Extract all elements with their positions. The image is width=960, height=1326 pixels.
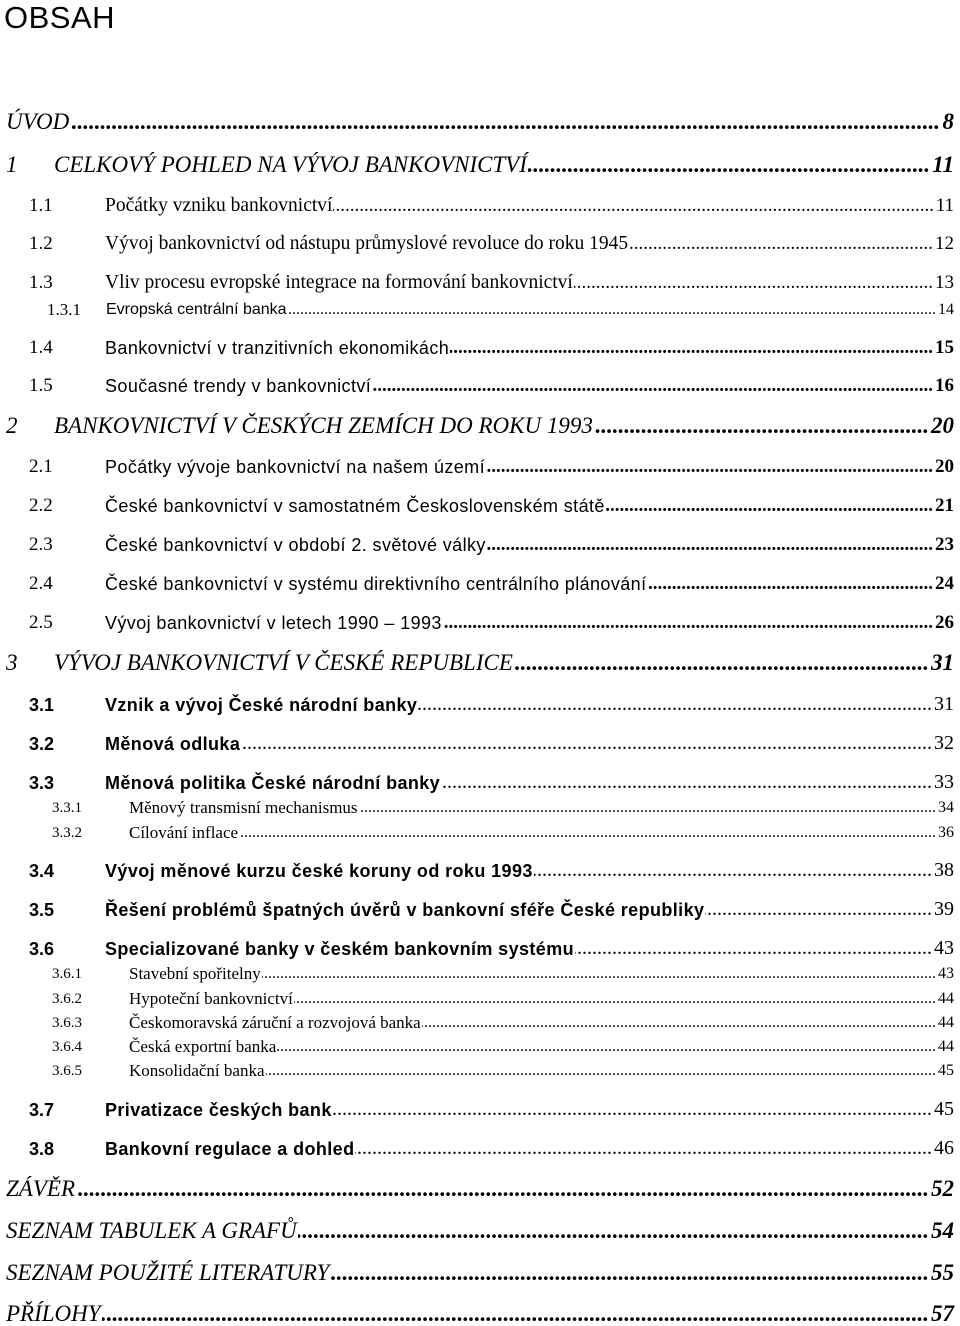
toc-entry-title: Současné trendy v bankovnictví <box>105 376 372 396</box>
toc-entry-number: 3.3.2 <box>52 825 82 841</box>
toc-leader-dots <box>330 1261 929 1284</box>
toc-entry[interactable] <box>0 456 960 477</box>
toc-leader-dots <box>443 613 933 632</box>
toc-leader-dots <box>239 825 936 841</box>
toc-entry-page: 33 <box>934 771 954 793</box>
toc-entry-title: Evropská centrální banka <box>106 301 287 318</box>
toc-entry-title: VÝVOJ BANKOVNICTVÍ V ČESKÉ REPUBLICE <box>54 650 513 675</box>
toc-entry-title: Cílování inflace <box>129 823 239 842</box>
toc-entry[interactable] <box>0 1260 960 1285</box>
toc-entry-title: CELKOVÝ POHLED NA VÝVOJ BANKOVNICTVÍ <box>54 152 527 177</box>
toc-leader-dots <box>359 800 936 816</box>
toc-leader-dots <box>288 302 936 318</box>
toc-entry-page: 26 <box>935 612 954 633</box>
toc-leader-dots <box>277 1039 936 1055</box>
toc-entry[interactable] <box>0 1098 960 1120</box>
toc-entry[interactable] <box>0 964 960 983</box>
toc-leader-dots <box>266 1063 936 1079</box>
toc-entry[interactable] <box>0 495 960 516</box>
toc-entry-page: 21 <box>935 495 954 516</box>
toc-entry[interactable] <box>0 300 960 319</box>
toc-entry-page: 43 <box>934 937 954 959</box>
toc-entry-page: 14 <box>938 301 954 318</box>
toc-entry[interactable] <box>0 1137 960 1159</box>
toc-entry-page: 11 <box>932 152 954 177</box>
toc-entry[interactable] <box>0 534 960 555</box>
toc-entry-page: 57 <box>931 1301 954 1326</box>
toc-entry-page: 8 <box>942 109 954 134</box>
toc-entry-page: 39 <box>934 898 954 920</box>
toc-entry-page: 43 <box>938 965 954 982</box>
toc-entry[interactable] <box>0 573 960 594</box>
toc-entry-page: 44 <box>938 990 954 1007</box>
toc-entry[interactable] <box>0 1013 960 1032</box>
toc-entry-number: 3.4 <box>29 861 55 881</box>
toc-leader-dots <box>262 966 936 982</box>
toc-entry-title: SEZNAM POUŽITÉ LITERATURY <box>6 1260 330 1285</box>
toc-entry-number: 3 <box>6 650 18 675</box>
toc-entry-page: 44 <box>938 1014 954 1031</box>
toc-leader-dots <box>574 273 933 292</box>
toc-entry[interactable] <box>0 859 960 881</box>
toc-entry-page: 15 <box>935 337 954 358</box>
toc-entry-page: 45 <box>938 1062 954 1079</box>
toc-entry[interactable] <box>0 232 960 254</box>
toc-entry-number: 3.1 <box>29 695 55 715</box>
toc-entry-page: 20 <box>931 413 954 438</box>
toc-entry-title: Vývoj bankovnictví v letech 1990 – 1993 <box>105 613 442 633</box>
toc-entry-number: 3.6.2 <box>52 991 82 1007</box>
toc-leader-dots <box>102 1302 929 1325</box>
page-title: OBSAH <box>4 0 116 35</box>
toc-leader-dots <box>418 694 932 714</box>
toc-entry-title: Vliv procesu evropské integrace na formování bankovnictví <box>105 271 573 293</box>
toc-entry[interactable] <box>0 798 960 817</box>
toc-entry-number: 3.3.1 <box>52 800 82 816</box>
toc-entry-page: 45 <box>934 1098 954 1120</box>
toc-entry-page: 16 <box>935 375 954 396</box>
toc-entry-title: SEZNAM TABULEK A GRAFŮ <box>6 1218 297 1243</box>
toc-entry-page: 31 <box>934 693 954 715</box>
toc-entry-number: 1.5 <box>29 375 53 396</box>
toc-leader-dots <box>241 733 932 753</box>
toc-leader-dots <box>70 110 940 133</box>
toc-entry-number: 1.3.1 <box>47 300 81 319</box>
toc-entry[interactable] <box>0 898 960 920</box>
toc-entry-number: 2.2 <box>29 495 53 516</box>
toc-entry[interactable] <box>0 823 960 842</box>
toc-entry-page: 13 <box>935 272 954 293</box>
toc-entry-title: Vznik a vývoj České národní banky <box>105 695 418 715</box>
toc-entry-title: Bankovní regulace a dohled <box>105 1139 355 1159</box>
toc-leader-dots <box>487 535 933 554</box>
toc-entry-title: České bankovnictví v samostatném Československém státě <box>105 496 605 516</box>
toc-entry-title: Českomoravská záruční a rozvojová banka <box>129 1013 421 1032</box>
toc-entry-title: České bankovnictví v období 2. světové války <box>105 535 486 555</box>
toc-leader-dots <box>372 376 933 395</box>
toc-leader-dots <box>606 496 933 515</box>
toc-entry-page: 24 <box>935 573 954 594</box>
toc-leader-dots <box>705 899 932 919</box>
toc-entry-number: 2.4 <box>29 573 53 594</box>
toc-entry[interactable] <box>0 1061 960 1080</box>
toc-entry[interactable] <box>0 413 960 438</box>
toc-entry[interactable] <box>0 650 960 675</box>
toc-leader-dots <box>575 938 932 958</box>
toc-entry-title: ZÁVĚR <box>6 1176 75 1201</box>
toc-entry-page: 38 <box>934 859 954 881</box>
toc-entry-number: 2.1 <box>29 456 53 477</box>
toc-entry-number: 3.6.1 <box>52 966 82 982</box>
toc-entry-number: 3.6.3 <box>52 1015 82 1031</box>
toc-leader-dots <box>450 338 933 357</box>
toc-leader-dots <box>333 196 934 215</box>
toc-entry[interactable] <box>0 271 960 293</box>
toc-entry-page: 32 <box>934 732 954 754</box>
toc-entry-number: 1.1 <box>29 195 53 216</box>
toc-leader-dots <box>298 1219 929 1242</box>
toc-entry-number: 3.5 <box>29 900 55 920</box>
toc-entry-title: PŘÍLOHY <box>6 1301 101 1326</box>
toc-entry-number: 3.8 <box>29 1139 55 1159</box>
toc-entry-page: 44 <box>938 1038 954 1055</box>
toc-entry[interactable] <box>0 337 960 358</box>
toc-entry[interactable] <box>0 693 960 715</box>
toc-entry-title: Počátky vzniku bankovnictví <box>105 194 333 216</box>
toc-entry-number: 3.3 <box>29 773 55 793</box>
toc-entry-title: Měnová odluka <box>105 734 241 754</box>
toc-entry-number: 1.4 <box>29 337 53 358</box>
toc-entry-page: 55 <box>931 1260 954 1285</box>
toc-entry[interactable] <box>0 152 960 177</box>
toc-entry-number: 2 <box>6 413 18 438</box>
toc-entry-title: ÚVOD <box>6 109 70 134</box>
toc-entry-number: 3.7 <box>29 1100 55 1120</box>
toc-entry-number: 3.6.5 <box>52 1063 82 1079</box>
toc-entry-title: Vývoj měnové kurzu české koruny od roku 1993 <box>105 861 533 881</box>
toc-leader-dots <box>629 234 933 253</box>
toc-entry-number: 2.3 <box>29 534 53 555</box>
toc-entry[interactable] <box>0 1037 960 1056</box>
toc-entry-number: 3.2 <box>29 734 55 754</box>
toc-leader-dots <box>422 1015 936 1031</box>
toc-entry-title: Hypoteční bankovnictví <box>129 989 293 1008</box>
toc-entry-number: 3.6 <box>29 939 55 959</box>
toc-leader-dots <box>647 574 933 593</box>
toc-entry[interactable] <box>0 1218 960 1243</box>
toc-entry-page: 12 <box>935 233 954 254</box>
toc-leader-dots <box>534 860 932 880</box>
toc-entry[interactable] <box>0 194 960 216</box>
toc-entry-page: 23 <box>935 534 954 555</box>
toc-entry[interactable] <box>0 771 960 793</box>
toc-entry-page: 54 <box>931 1218 954 1243</box>
toc-leader-dots <box>355 1138 932 1158</box>
toc-entry-title: Stavební spořitelny <box>129 964 261 983</box>
toc-entry-title: Česká exportní banka <box>129 1037 277 1056</box>
toc-leader-dots <box>514 651 929 674</box>
toc-entry-title: Vývoj bankovnictví od nástupu průmyslové revoluce do roku 1945 <box>105 232 629 254</box>
toc-entry[interactable] <box>0 1176 960 1201</box>
toc-entry-page: 31 <box>931 650 954 675</box>
toc-entry[interactable] <box>0 732 960 754</box>
toc-entry-title: Specializované banky v českém bankovním systému <box>105 939 575 959</box>
toc-entry-number: 1 <box>6 152 18 177</box>
toc-leader-dots <box>76 1177 929 1200</box>
toc-entry-title: Počátky vývoje bankovnictví na našem území <box>105 457 485 477</box>
toc-entry-page: 36 <box>938 824 954 841</box>
toc-entry-title: Řešení problémů špatných úvěrů v bankovní sféře České republiky <box>105 900 705 920</box>
toc-entry-page: 34 <box>938 799 954 816</box>
toc-leader-dots <box>528 153 930 176</box>
toc-entry[interactable] <box>0 109 960 134</box>
toc-entry-page: 11 <box>935 195 954 216</box>
toc-entry-title: Měnový transmisní mechanismus <box>129 798 358 817</box>
toc-entry[interactable] <box>0 612 960 633</box>
toc-entry-title: Privatizace českých bank <box>105 1100 332 1120</box>
toc-entry-title: BANKOVNICTVÍ V ČESKÝCH ZEMÍCH DO ROKU 1993 <box>54 413 593 438</box>
toc-leader-dots <box>441 772 932 792</box>
toc-entry-title: Konsolidační banka <box>129 1061 265 1080</box>
toc-entry-title: Bankovnictví v tranzitivních ekonomikách <box>105 338 450 358</box>
toc-entry-number: 2.5 <box>29 612 53 633</box>
toc-entry-number: 1.3 <box>29 272 53 293</box>
toc-leader-dots <box>594 414 929 437</box>
toc-leader-dots <box>333 1099 932 1119</box>
toc-entry-title: České bankovnictví v systému direktivního centrálního plánování <box>105 574 647 594</box>
toc-entry-title: Měnová politika České národní banky <box>105 773 441 793</box>
toc-entry[interactable] <box>0 989 960 1008</box>
toc-entry[interactable] <box>0 375 960 396</box>
toc-entry-number: 1.2 <box>29 233 53 254</box>
toc-entry-number: 3.6.4 <box>52 1039 82 1055</box>
toc-leader-dots <box>294 991 936 1007</box>
toc-entry-page: 52 <box>931 1176 954 1201</box>
toc-entry-page: 46 <box>934 1137 954 1159</box>
toc-entry-page: 20 <box>935 456 954 477</box>
toc-entry[interactable] <box>0 937 960 959</box>
toc-leader-dots <box>486 457 933 476</box>
